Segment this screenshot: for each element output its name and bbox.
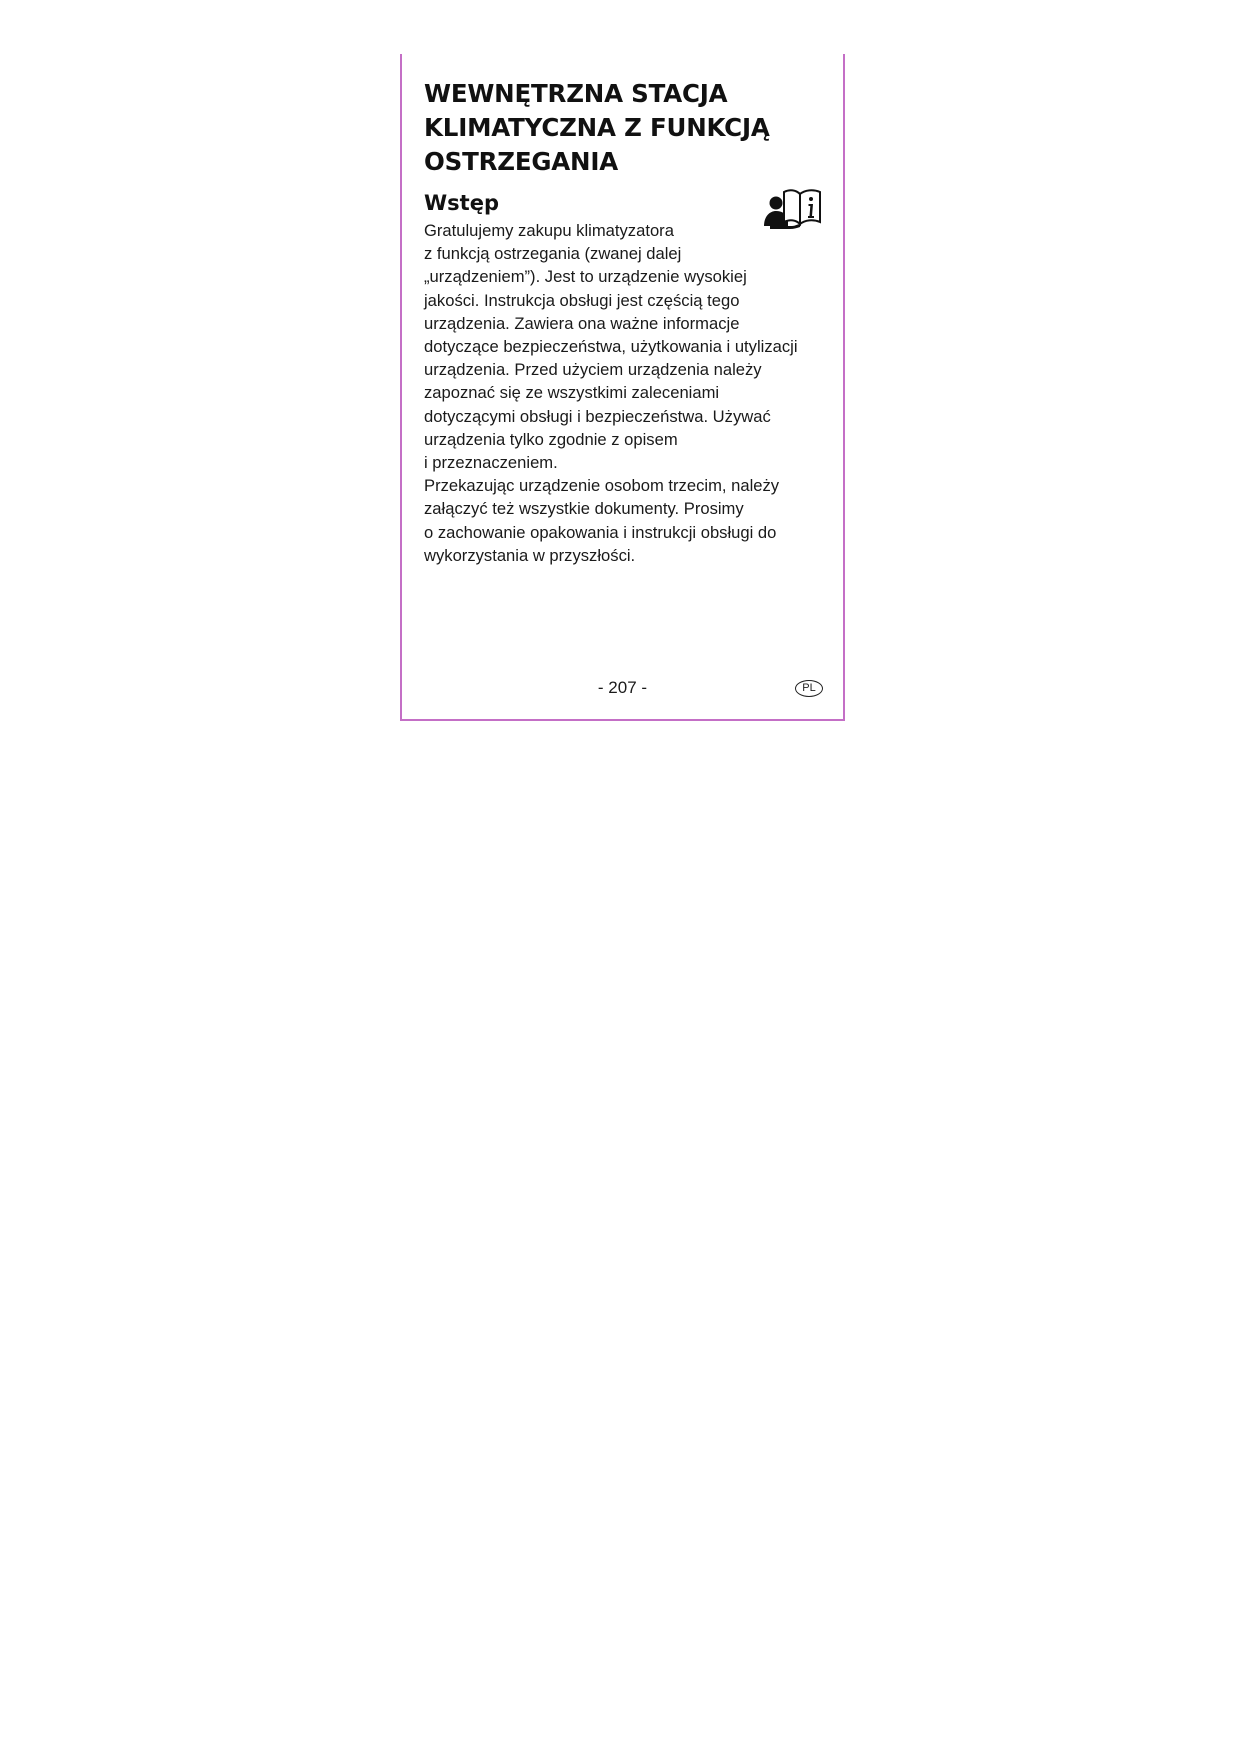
text-line: z funkcją ostrzegania (zwanej dalej [424,244,682,264]
text-line: dotyczącymi obsługi i bezpieczeństwa. Używać [424,406,771,426]
text-line: zapoznać się ze wszystkimi zaleceniami [424,383,720,403]
text-line: urządzenia. Zawiera ona ważne informacje [424,313,740,333]
page-title [424,77,824,179]
title-line: WEWNĘTRZNA STACJA [424,79,728,108]
text-line: „urządzeniem”). Jest to urządzenie wysokiej [424,267,747,287]
text-line: Gratulujemy zakupu klimatyzatora [424,221,674,240]
section-heading: Wstęp [424,191,499,215]
page-number: - 207 - [597,678,648,697]
text-line: wykorzystania w przyszłości. [424,545,636,565]
title-line: OSTRZEGANIA [424,147,619,176]
text-line: Przekazując urządzenie osobom trzecim, należy [424,476,780,496]
text-line: jakości. Instrukcja obsługi jest częścią tego [424,290,740,310]
manual-page [400,54,845,721]
text-line: i przeznaczeniem. [424,453,558,473]
language-badge: PL [795,680,823,697]
text-line: o zachowanie opakowania i instrukcji obsługi do [424,522,777,542]
text-line: urządzenia. Przed użyciem urządzenia należy [424,360,762,380]
text-line: załączyć też wszystkie dokumenty. Prosimy [424,499,744,519]
title-line: KLIMATYCZNA Z FUNKCJĄ [424,113,770,142]
text-line: urządzenia tylko zgodnie z opisem [424,429,678,449]
text-line: dotyczące bezpieczeństwa, użytkowania i utylizacji [424,337,798,357]
intro-paragraph [424,219,834,567]
